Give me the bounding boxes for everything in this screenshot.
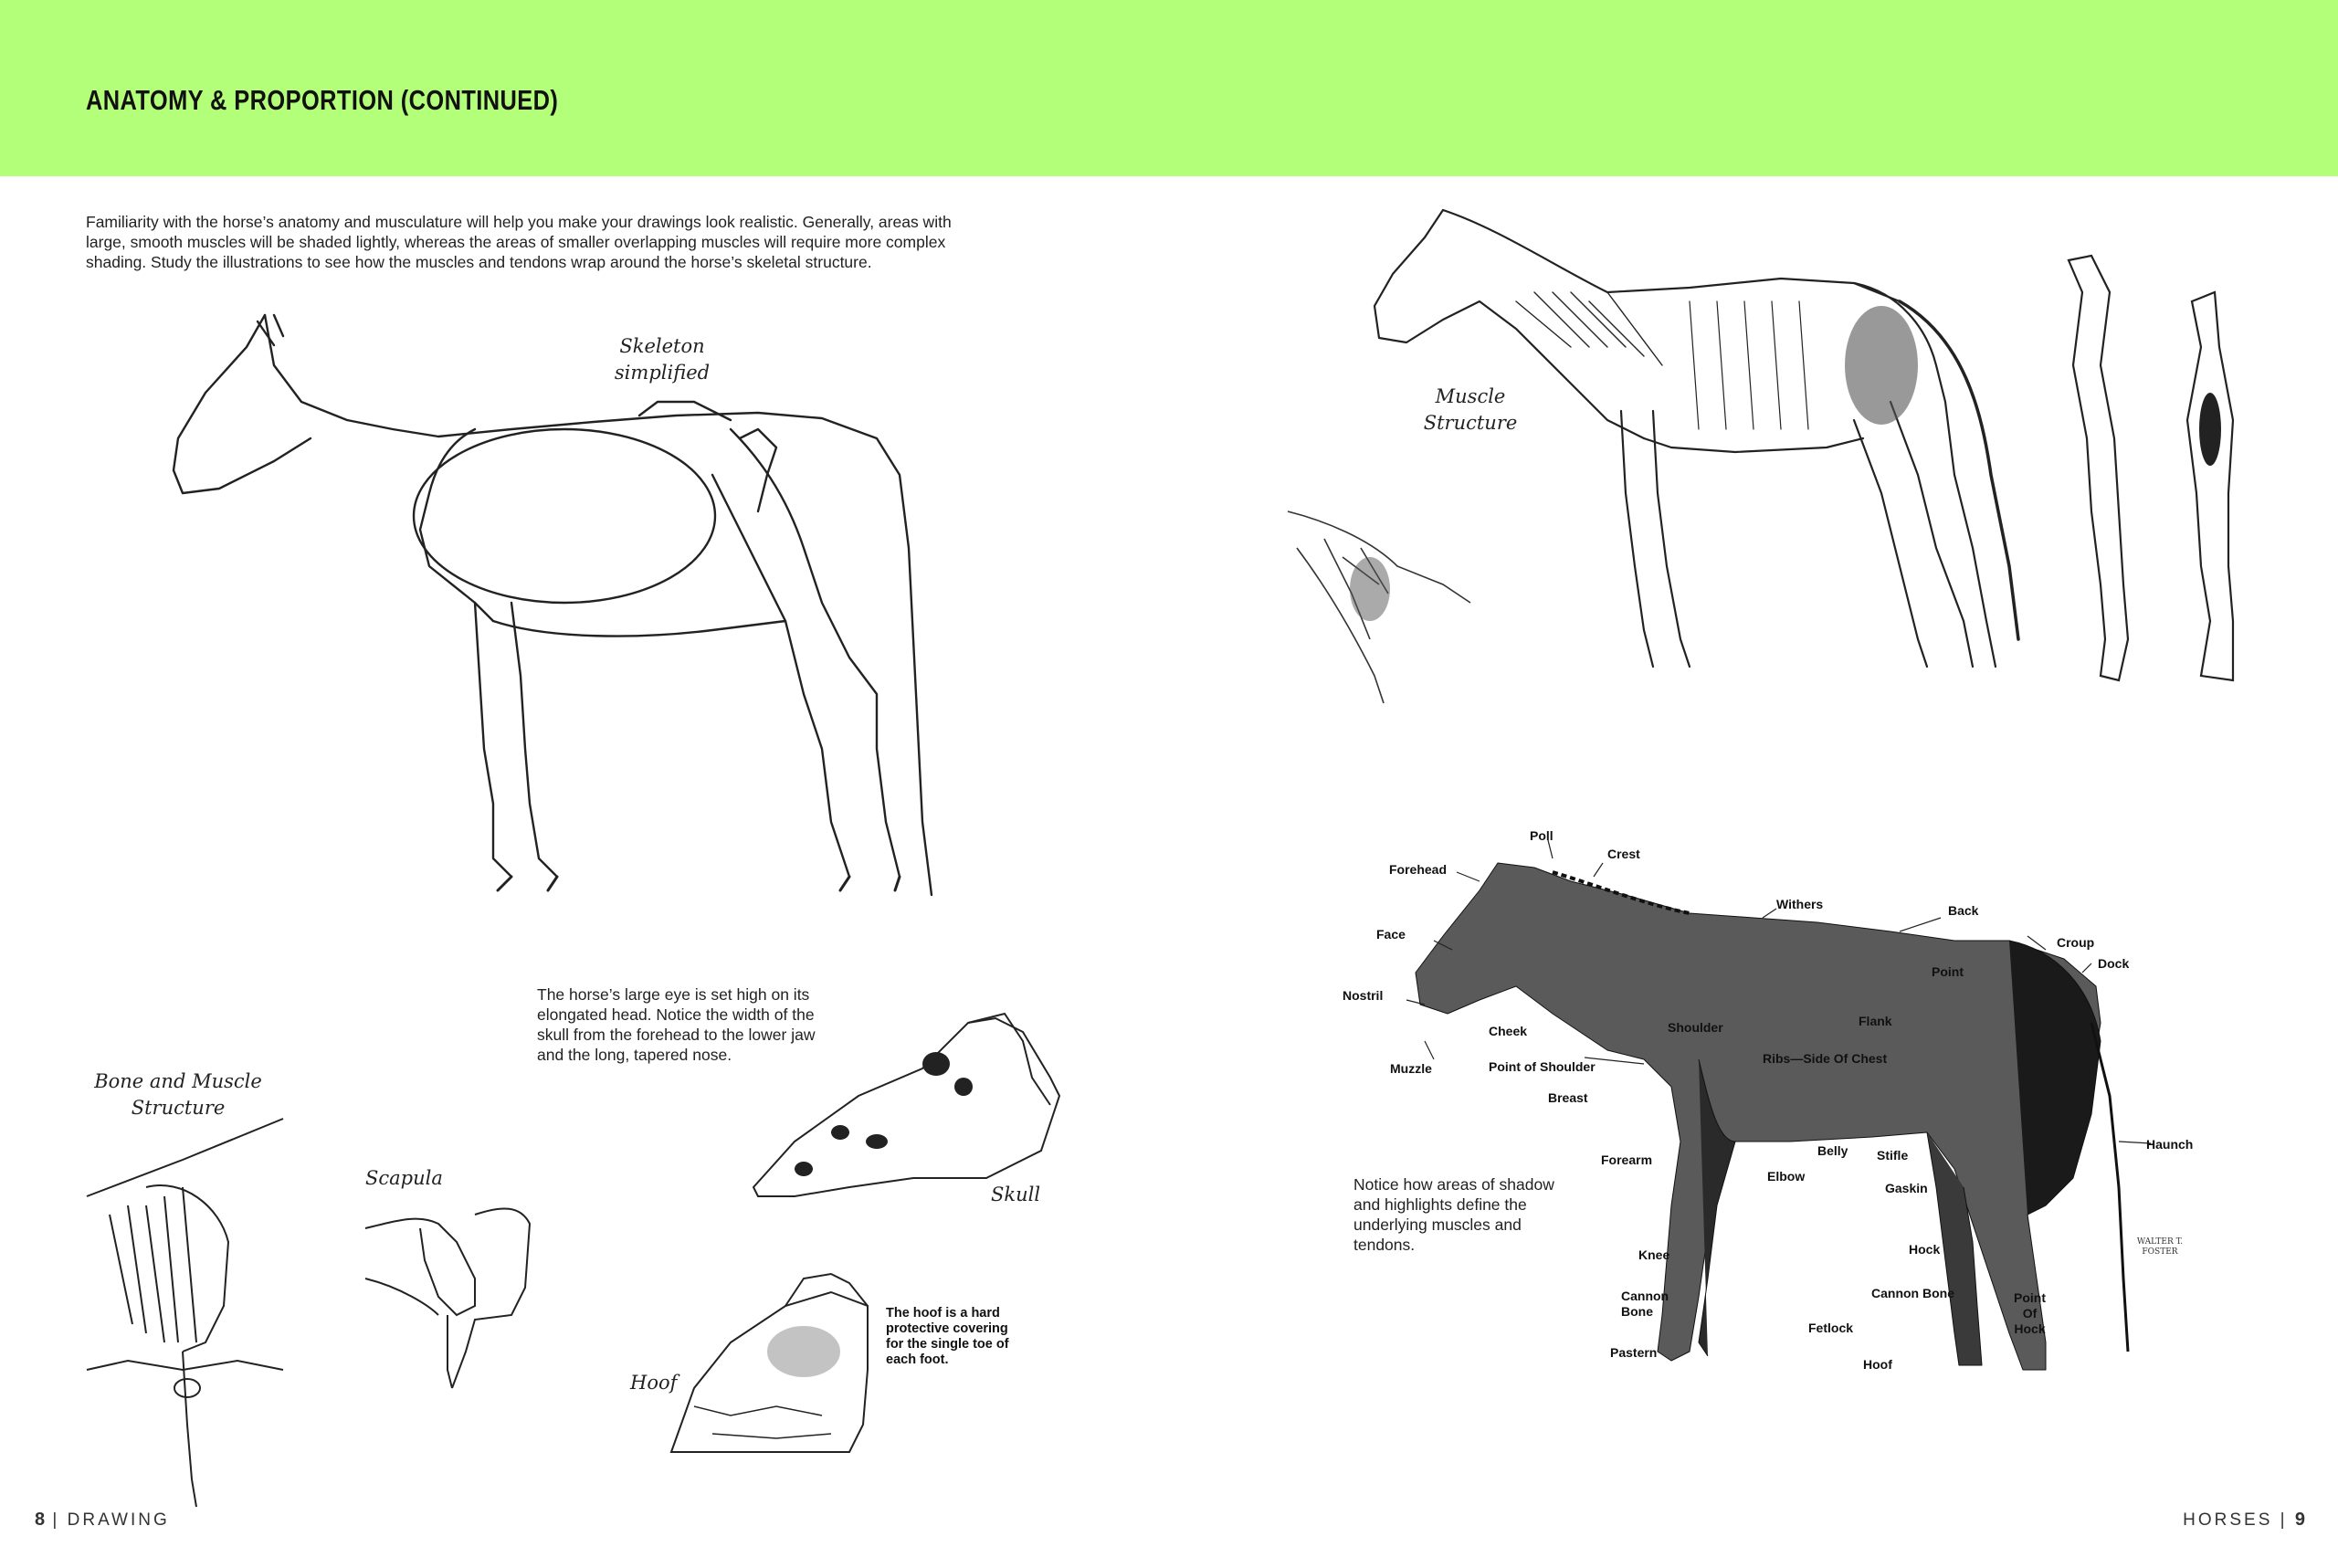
leg-muscle-studies xyxy=(2069,256,2233,680)
label-ribs-side-of-chest: Ribs—Side Of Chest xyxy=(1763,1051,1888,1066)
skeleton-label-line1: Skeleton xyxy=(619,335,705,357)
footer-right xyxy=(2183,1510,2305,1531)
skeleton-horse-drawing xyxy=(174,315,932,895)
page-number-right: 9 xyxy=(2294,1510,2305,1530)
label-face: Face xyxy=(1376,927,1406,942)
label-gaskin: Gaskin xyxy=(1885,1181,1928,1195)
scapula-sketch xyxy=(365,1208,530,1388)
eye-caption: The horse’s large eye is set high on its elongated head. Notice the width of the skull from the forehead to the lower jaw and the long, tapered nose. xyxy=(537,985,816,1064)
skeleton-label-line2: simplified xyxy=(614,362,711,384)
label-nostril: Nostril xyxy=(1343,988,1384,1003)
label-hock: Hock xyxy=(1909,1242,1941,1257)
label-stifle: Stifle xyxy=(1877,1148,1909,1163)
footer-section-left: DRAWING xyxy=(67,1510,170,1530)
label-fetlock: Fetlock xyxy=(1808,1321,1854,1335)
label-forehead: Forehead xyxy=(1389,862,1448,877)
bone-muscle-label-line2: Structure xyxy=(131,1097,226,1119)
muscle-label-line1: Muscle xyxy=(1435,385,1506,407)
muscle-structure-label xyxy=(1397,384,1543,437)
label-elbow: Elbow xyxy=(1767,1169,1806,1184)
label-pastern: Pastern xyxy=(1610,1345,1658,1360)
scapula-label: Scapula xyxy=(365,1167,443,1189)
page-title: ANATOMY & PROPORTION (CONTINUED) xyxy=(86,84,559,116)
label-breast: Breast xyxy=(1548,1090,1588,1105)
label-withers: Withers xyxy=(1776,897,1824,911)
muscle-label-line2: Structure xyxy=(1423,412,1518,434)
skeleton-label xyxy=(584,333,740,386)
label-crest: Crest xyxy=(1607,847,1640,861)
hoof-caption: The hoof is a hard protective covering for the single toe of each foot. xyxy=(886,1306,1009,1367)
label-knee: Knee xyxy=(1638,1247,1670,1262)
label-forearm: Forearm xyxy=(1601,1152,1653,1167)
intro-paragraph: Familiarity with the horse’s anatomy and musculature will help you make your drawings look realistic. Generally, areas with large, smooth muscles will be shaded lightly, whereas the areas of smaller overlapping muscles will require more complex shading. Study the illustrations to see how the muscles and tendons wrap around the horse’s skeletal structure. xyxy=(86,213,952,271)
bone-muscle-label xyxy=(82,1068,274,1121)
point-of-hock-text: Point Of Hock xyxy=(2014,1290,2046,1336)
label-poll: Poll xyxy=(1530,828,1553,843)
footer-divider-left: | xyxy=(52,1510,60,1530)
footer-divider-right: | xyxy=(2280,1510,2288,1530)
label-cannon-bone-hind: Cannon Bone xyxy=(1871,1286,1954,1300)
label-point-of-shoulder: Point of Shoulder xyxy=(1489,1059,1596,1074)
shoulder-sketch xyxy=(1288,511,1470,703)
label-point-of-hock xyxy=(2014,1290,2046,1337)
label-belly: Belly xyxy=(1817,1143,1848,1158)
bone-muscle-sketch xyxy=(87,1119,283,1507)
bone-muscle-label-line1: Bone and Muscle xyxy=(94,1070,262,1092)
label-muzzle: Muzzle xyxy=(1390,1061,1432,1076)
label-dock: Dock xyxy=(2098,956,2130,971)
label-haunch: Haunch xyxy=(2146,1137,2194,1152)
hoof-sketch xyxy=(671,1274,868,1452)
skull-label: Skull xyxy=(991,1184,1041,1205)
page-number-left: 8 xyxy=(35,1510,46,1530)
footer-left xyxy=(35,1510,170,1531)
label-point: Point xyxy=(1932,964,1964,979)
muscle-horse-drawing xyxy=(1374,210,2018,667)
label-croup: Croup xyxy=(2057,935,2095,950)
artist-signature: WALTER T. FOSTER xyxy=(2136,1237,2184,1257)
label-flank: Flank xyxy=(1859,1014,1892,1028)
label-hoof: Hoof xyxy=(1863,1357,1892,1372)
cannon-bone-front-text: Cannon Bone xyxy=(1621,1289,1669,1319)
label-cheek: Cheek xyxy=(1489,1024,1528,1038)
hoof-label: Hoof xyxy=(630,1372,678,1394)
footer-section-right: HORSES xyxy=(2183,1510,2273,1530)
label-back: Back xyxy=(1948,903,1979,918)
shadow-caption: Notice how areas of shadow and highlights define the underlying muscles and tendons. xyxy=(1353,1175,1554,1254)
label-shoulder: Shoulder xyxy=(1668,1020,1723,1035)
label-cannon-bone-front xyxy=(1621,1289,1669,1320)
